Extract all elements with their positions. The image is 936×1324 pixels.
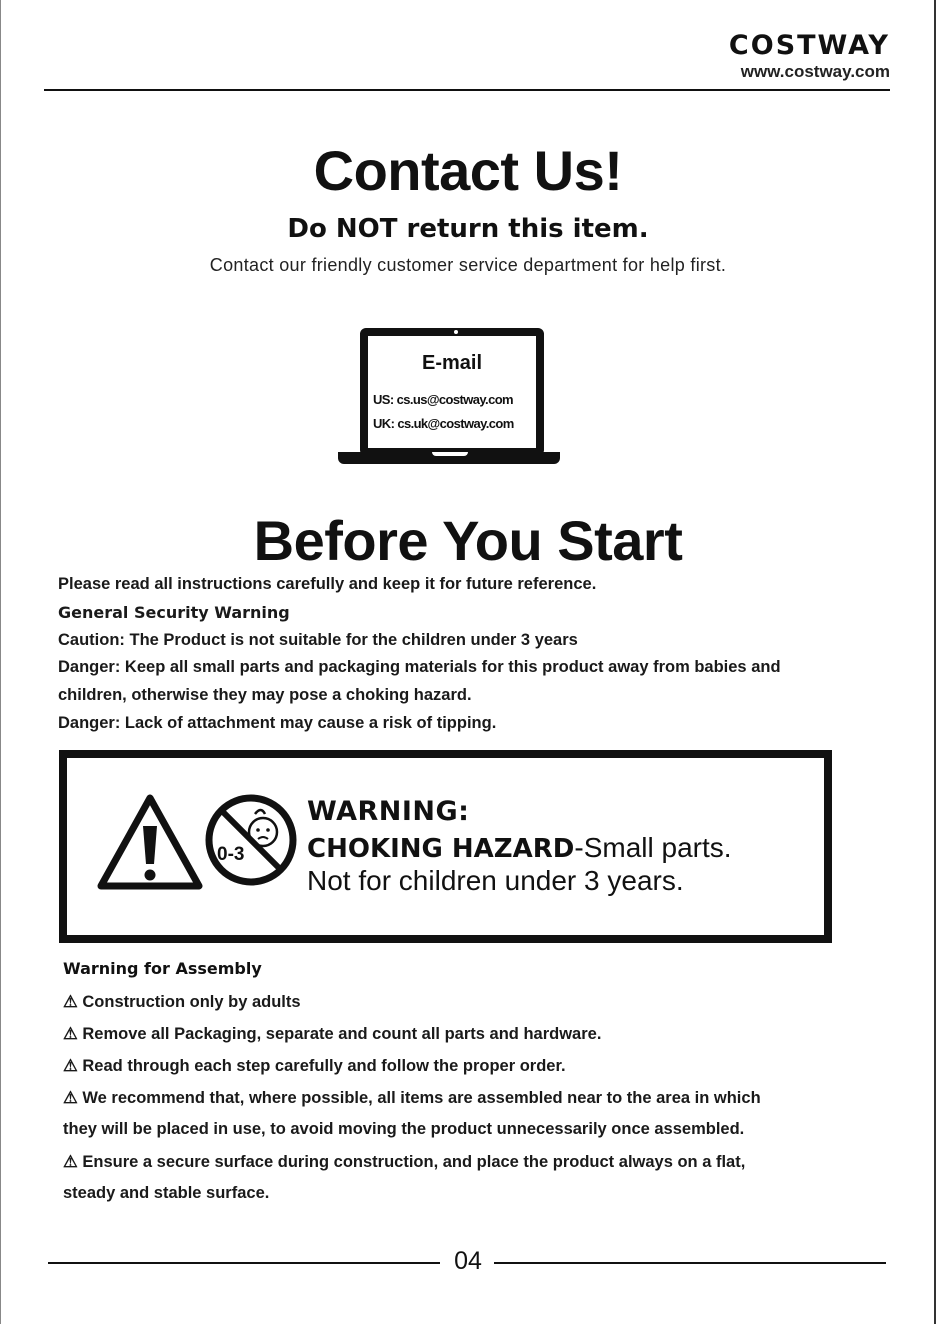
caution-text: Caution: The Product is not suitable for the children under 3 years <box>58 631 578 649</box>
email-us: US: cs.us@costway.com <box>373 392 513 407</box>
laptop-illustration <box>336 326 564 470</box>
laptop-notch <box>432 452 468 456</box>
contact-title: Contact Us! <box>313 139 623 202</box>
danger-text-2: Danger: Lack of attachment may cause a risk of tipping. <box>58 714 497 732</box>
choking-warning-box <box>59 750 832 943</box>
warning-sign-icon: ⚠ <box>63 1057 78 1075</box>
brand-logo: COSTWAY <box>728 30 890 61</box>
age-restriction-icon <box>203 792 299 888</box>
age-label: 0-3 <box>217 844 245 865</box>
no-child-icon <box>203 792 299 888</box>
assembly-item-cont: steady and stable surface. <box>63 1184 270 1202</box>
read-all-text: Please read all instructions carefully and keep it for future reference. <box>58 575 597 593</box>
warning-sign-icon: ⚠ <box>63 993 78 1011</box>
small-parts-text: -Small parts. <box>574 832 732 863</box>
general-warning-heading: General Security Warning <box>58 603 290 622</box>
email-title: E-mail <box>421 352 483 374</box>
assembly-item: ⚠ Construction only by adults <box>63 993 301 1011</box>
assembly-item-cont: they will be placed in use, to avoid moving the product unnecessarily once assembled. <box>63 1120 745 1138</box>
warning-sign-icon: ⚠ <box>63 1089 78 1107</box>
assembly-item: ⚠ Ensure a secure surface during construction, and place the product always on a flat, <box>63 1153 746 1171</box>
camera-icon <box>454 330 458 334</box>
header-divider <box>44 89 890 91</box>
laptop-screen <box>360 328 544 456</box>
choking-hazard-label: CHOKING HAZARD <box>307 834 575 864</box>
warning-sign-icon: ⚠ <box>63 1025 78 1043</box>
no-return-notice: Do NOT return this item. <box>287 214 649 244</box>
danger-text-1-cont: children, otherwise they may pose a choking hazard. <box>58 686 472 704</box>
choking-hazard-line <box>307 832 732 864</box>
warning-title: WARNING: <box>307 796 470 827</box>
danger-text-1: Danger: Keep all small parts and packaging materials for this product away from babies and <box>58 658 781 676</box>
before-title: Before You Start <box>253 509 683 572</box>
assembly-item: ⚠ We recommend that, where possible, all items are assembled near to the area in which <box>63 1089 761 1107</box>
page-number: 04 <box>454 1247 482 1275</box>
website-url: www.costway.com <box>740 62 890 81</box>
footer-divider-right <box>494 1262 886 1264</box>
email-uk: UK: cs.uk@costway.com <box>373 416 514 431</box>
assembly-heading: Warning for Assembly <box>63 959 262 978</box>
contact-subtitle: Contact our friendly customer service department for help first. <box>209 255 727 275</box>
assembly-item: ⚠ Remove all Packaging, separate and count all parts and hardware. <box>63 1025 602 1043</box>
warning-sign-icon: ⚠ <box>63 1153 78 1171</box>
footer-divider-left <box>48 1262 440 1264</box>
assembly-item: ⚠ Read through each step carefully and follow the proper order. <box>63 1057 566 1075</box>
age-warning-text: Not for children under 3 years. <box>307 865 684 896</box>
warning-triangle-icon <box>95 792 205 892</box>
